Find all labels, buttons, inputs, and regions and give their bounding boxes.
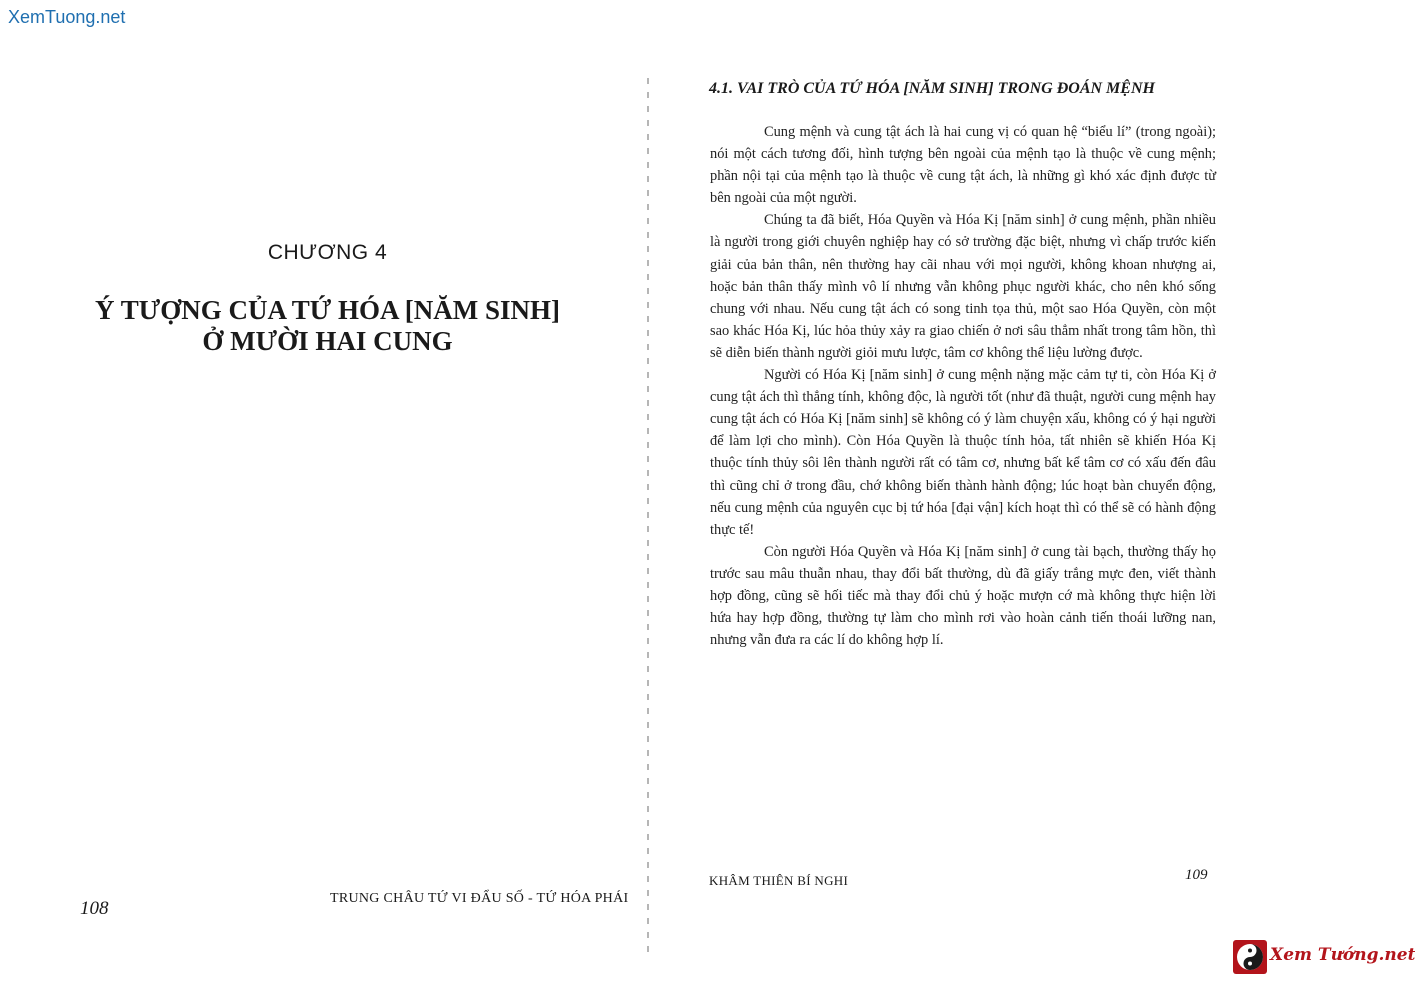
body-text <box>710 121 1216 651</box>
page-number-left: 108 <box>80 898 109 919</box>
watermark-link[interactable]: XemTuong.net <box>8 7 126 27</box>
chapter-title-line-1: Ý TƯỢNG CỦA TỨ HÓA [NĂM SINH] <box>94 295 561 325</box>
chapter-title-line-2: Ở MƯỜI HAI CUNG <box>202 326 453 356</box>
paragraph: Người có Hóa Kị [năm sinh] ở cung mệnh nặng mặc cảm tự ti, còn Hóa Kị ở cung tật ách thì thẳng tính, không độc, là người tốt (như đã thuật, người cung mệnh hay cung tật ách có Hóa Kị [năm sinh] sẽ không có ý làm chuyện xấu, không có ý hại người để làm lợi cho mình). Còn Hóa Quyền là thuộc tính hỏa, tất nhiên sẽ khiến Hóa Kị thuộc tính thủy sôi lên thành người rất có tâm cơ, nhưng bất kể tâm cơ có xấu đến đâu thì cũng chỉ ở trong đầu, chớ không biến thành hành động; lúc hoạt bàn chuyển động, nếu cung mệnh của nguyên cục bị tứ hóa [đại vận] kích hoạt thì có thể sẽ có hành động thực tế! <box>710 367 1216 538</box>
running-footer-right: KHÂM THIÊN BÍ NGHI <box>709 873 849 888</box>
left-page <box>0 0 650 983</box>
logo-text: Xem Tướng.net <box>1270 945 1415 965</box>
section-heading: 4.1. VAI TRÒ CỦA TỨ HÓA [NĂM SINH] TRONG ĐOÁN MỆNH <box>709 80 1155 97</box>
chapter-label: CHƯƠNG 4 <box>267 241 388 264</box>
chapter-title <box>0 295 655 357</box>
site-logo[interactable] <box>1233 938 1415 978</box>
yin-yang-icon <box>1233 940 1267 974</box>
page-number-right: 109 <box>1185 867 1208 883</box>
paragraph: Chúng ta đã biết, Hóa Quyền và Hóa Kị [năm sinh] ở cung mệnh, phần nhiều là người trong giới chuyên nghiệp hay có sở trường đặc biệt, nhưng vì chấp trước kiến giải của bản thân, nên thường hay cãi nhau với mọi người, không khoan nhượng ai, hoặc bản thân thấy mình vô lí nhưng vẫn không phục người khác, cho nên khó sống chung với nhau. Nếu cung tật ách có song tinh tọa thủ, một sao Hóa Quyền, còn một sao khác Hóa Kị, lúc hỏa thủy xảy ra giao chiến ở nơi sâu thẳm nhất trong tâm hồn, thì sẽ diễn biến thành người giỏi mưu lược, tâm cơ không thể liệu lường được. <box>710 212 1216 361</box>
paragraph: Cung mệnh và cung tật ách là hai cung vị có quan hệ “biểu lí” (trong ngoài); nói một cách tương đối, hình tượng bên ngoài của mệnh tạo là thuộc về cung mệnh; phần nội tại của mệnh tạo là thuộc về cung tật ách, là những gì khó xác định được từ bên ngoài của một người. <box>710 124 1216 207</box>
running-footer-left: TRUNG CHÂU TỨ VI ĐẨU SỐ - TỨ HÓA PHÁI <box>330 891 629 906</box>
paragraph: Còn người Hóa Quyền và Hóa Kị [năm sinh] ở cung tài bạch, thường thấy họ trước sau mâu thuẫn nhau, thay đổi bất thường, dù đã giấy trắng mực đen, viết thành hợp đồng, cũng sẽ hối tiếc mà thay đổi chủ ý hoặc mượn cớ mà không thực hiện lời hứa hay hợp đồng, thường tự làm cho mình rơi vào hoàn cảnh tiến thoái lưỡng nan, nhưng vẫn đưa ra các lí do không hợp lí. <box>710 543 1216 649</box>
page-gutter <box>647 78 649 958</box>
